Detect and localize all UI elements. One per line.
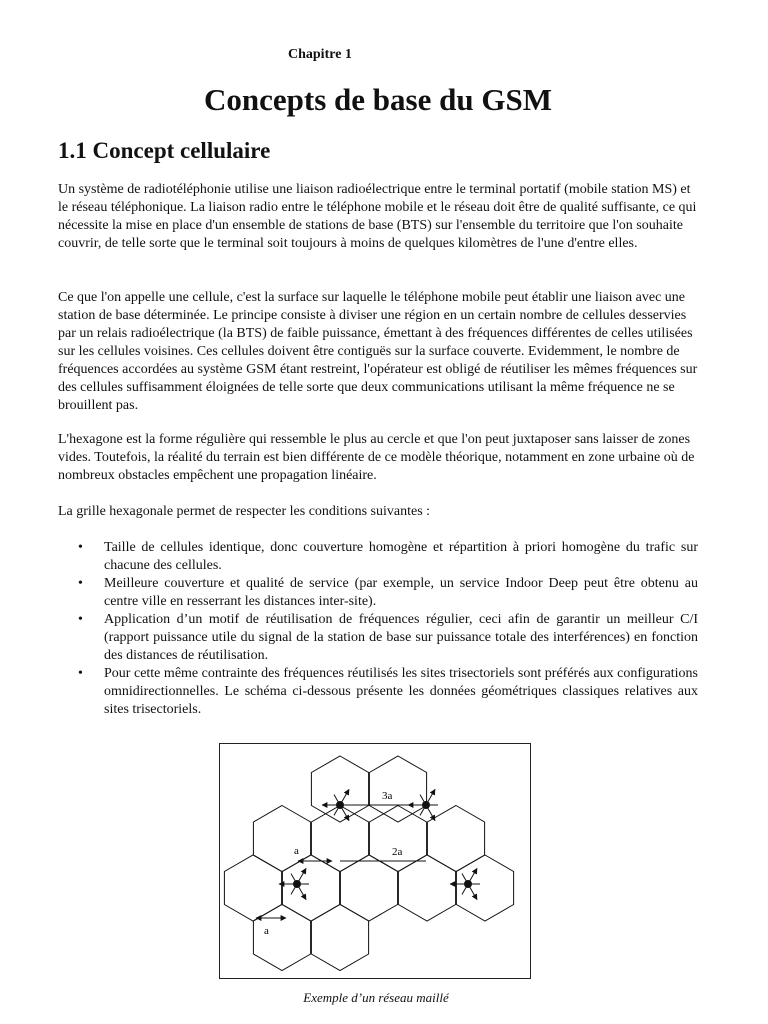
sector-arrow: [426, 805, 435, 821]
hexagon-cell: [311, 905, 368, 971]
trisectorial-sites: [279, 789, 480, 899]
sector-arrow: [340, 789, 349, 805]
hexagon-cell: [253, 806, 310, 872]
chapter-label: Chapitre 1: [288, 47, 352, 62]
hexagon-cell: [311, 756, 368, 822]
hexagonal-network-figure: [219, 743, 531, 979]
list-item: • Taille de cellules identique, donc couverture homogène et répartition à priori homogène du trafic sur chacune des cellules.: [58, 539, 698, 575]
sector-arrow: [340, 805, 349, 821]
sector-arrow: [468, 868, 477, 884]
list-item: • Meilleure couverture et qualité de service (par exemple, un service Indoor Deep peut être obtenu au centre ville en resserrant les distances inter-site).: [58, 575, 698, 611]
sector-arrow: [426, 789, 435, 805]
hexagon-cell: [224, 855, 281, 921]
figure-caption: Exemple d’un réseau maillé: [303, 990, 449, 1005]
hexagon-grid-diagram: [220, 744, 530, 978]
hexagon-cell: [427, 806, 484, 872]
hexagon-cells: [224, 756, 513, 971]
list-item: • Pour cette même contrainte des fréquences réutilisés les sites trisectoriels sont préférés aux configurations omnidirectionnelles. Le schéma ci-dessous présente les données géométriques classiques relatives aux sites trisectoriels.: [58, 665, 698, 719]
hexagon-cell: [340, 855, 397, 921]
hexagon-cell: [253, 905, 310, 971]
hexagon-cell: [369, 806, 426, 872]
hexagon-cell: [282, 855, 339, 921]
hexagon-cell: [398, 855, 455, 921]
paragraph-grid-intro: La grille hexagonale permet de respecter les conditions suivantes :: [58, 504, 431, 519]
sector-arrow: [468, 884, 477, 900]
sector-arrow: [297, 868, 306, 884]
paragraph-cell-definition: Ce que l'on appelle une cellule, c'est la surface sur laquelle le téléphone mobile peut établir une liaison avec une station de base déterminée. Le principe consiste à diviser une région en un certain nombre de cellules desservies par un relais radioélectrique (la BTS) de faible puissance, émettant à des fréquences différentes de celles utilisées sur les cellules voisines. Ces cellules doivent être contiguës sur la surface couverte. Evidemment, le nombre de fréquences accordées au système GSM étant restreint, l'opérateur est obligé de réutiliser les mêmes fréquences sur des cellules suffisamment éloignées de telle sorte que deux communications utilisant la même fréquence ne se brouillent pas.: [58, 290, 698, 413]
list-item: • Application d’un motif de réutilisation de fréquences régulier, ceci afin de garantir un meilleur C/I (rapport puissance utile du signal de la station de base sur puissance totale des interférences) en fonction des distances de réutilisation.: [58, 611, 698, 665]
section-title: 1.1 Concept cellulaire: [58, 138, 271, 163]
hexagon-cell: [311, 806, 368, 872]
hexagon-cell: [369, 756, 426, 822]
hexagon-cell: [456, 855, 513, 921]
conditions-list: [58, 539, 698, 719]
sector-arrow: [297, 884, 306, 900]
label-3a: 3a: [382, 790, 393, 802]
label-2a: 2a: [392, 846, 403, 858]
document-title: Concepts de base du GSM: [204, 82, 552, 117]
label-a-upper: a: [294, 845, 299, 857]
paragraph-radiotelephony: Un système de radiotéléphonie utilise une liaison radioélectrique entre le terminal portatif (mobile station MS) et le réseau téléphonique. La liaison radio entre le téléphone mobile et le réseau doit être de qualité suffisante, ce qui nécessite la mise en place d'un ensemble de stations de base (BTS) sur l'ensemble du territoire que l'on souhaite couvrir, de telle sorte que le terminal soit toujours à moins de quelques kilomètres de l'une d'entre elles.: [58, 182, 697, 251]
label-a-lower: a: [264, 925, 269, 937]
paragraph-hexagon: L'hexagone est la forme régulière qui ressemble le plus au cercle et que l'on peut juxtaposer sans laisser de zones vides. Toutefois, la réalité du terrain est bien différente de ce modèle théorique, notamment en zone urbaine où de nombreux obstacles empêchent une propagation linéaire.: [58, 432, 695, 483]
